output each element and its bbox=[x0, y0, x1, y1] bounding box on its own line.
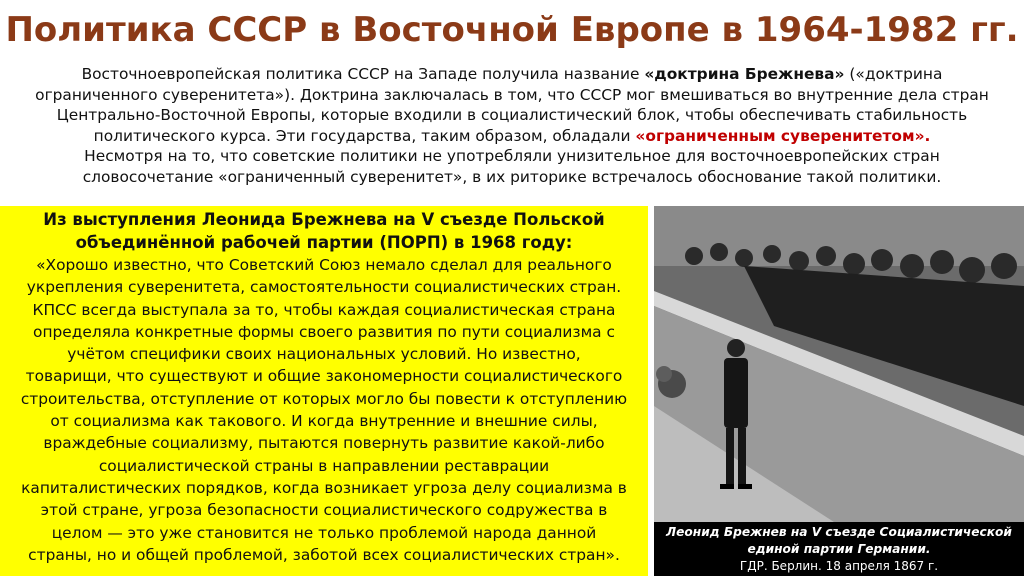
intro-line-6: словосочетание «ограниченный суверенитет», в их риторике встречалось обоснование такой политики. bbox=[82, 167, 942, 186]
quote-heading-line-2: объединённой рабочей партии (ПОРП) в 1968 году: bbox=[75, 233, 573, 252]
quote-line: целом — это уже становится не только проблемой народа данной bbox=[51, 523, 597, 542]
intro-text-fragment: Восточноевропейская политика СССР на Западе получила название bbox=[81, 65, 645, 83]
slide-title: Политика СССР в Восточной Европе в 1964-1982 гг. bbox=[5, 10, 1019, 50]
intro-line-3: Центрально-Восточной Европы, которые входили в социалистический блок, чтобы обеспечивать стабильность bbox=[56, 106, 968, 124]
quote-line: «Хорошо известно, что Советский Союз немало сделал для реального bbox=[36, 256, 612, 274]
quote-line: социалистической страны в направлении реставрации bbox=[98, 456, 550, 475]
quote-line: капиталистических порядков, когда возникает угроза делу социализма в bbox=[21, 478, 627, 497]
intro-line-2: ограниченного суверенитета»). Доктрина заключалась в том, что СССР мог вмешиваться во внутренние дела стран bbox=[35, 85, 989, 104]
intro-text bbox=[0, 64, 1024, 187]
quote-line: учётом специфики своих национальных условий. Но известно, bbox=[67, 345, 581, 364]
quote-line: товарищи, что существуют и общие закономерности социалистического bbox=[25, 367, 623, 386]
quote-heading-line-1: Из выступления Леонида Брежнева на V съезде Польской bbox=[43, 210, 605, 229]
caption-line-3: ГДР. Берлин. 18 апреля 1867 г. bbox=[739, 559, 939, 573]
intro-text-fragment: («доктрина bbox=[844, 65, 943, 83]
congress-photo bbox=[654, 206, 1024, 522]
quote-line: враждебные социализму, пытаются повернуть развитие какой-либо bbox=[43, 434, 605, 453]
intro-line-5: Несмотря на то, что советские политики не употребляли унизительное для восточноевропейских стран bbox=[84, 147, 940, 165]
intro-text-fragment: политического курса. Эти государства, таким образом, обладали bbox=[93, 126, 636, 145]
congress-photo-illustration bbox=[654, 206, 1024, 522]
caption-line-2: единой партии Германии. bbox=[747, 542, 931, 556]
quote-line: от социализма как такового. И когда внутренние и внешние силы, bbox=[50, 412, 598, 431]
brezhnev-quote-box bbox=[0, 206, 648, 576]
intro-line-1 bbox=[0, 64, 1024, 85]
quote-line: этой стране, угроза безопасности социалистического содружества в bbox=[40, 501, 608, 520]
quote-line: страны, но и общей проблемой, заботой всех социалистических стран». bbox=[28, 545, 620, 564]
photo-caption bbox=[654, 522, 1024, 576]
quote-line: укрепления суверенитета, самостоятельности социалистических стран. bbox=[26, 278, 622, 297]
quote-line: строительства, отступление от которых могло бы повести к отступлению bbox=[20, 389, 628, 408]
brezhnev-doctrine-term: «доктрина Брежнева» bbox=[644, 65, 845, 83]
quote-line: КПСС всегда выступала за то, чтобы каждая социалистическая страна bbox=[32, 300, 616, 319]
quote-line: определяла конкретные формы своего развития по пути социализма с bbox=[33, 322, 615, 341]
caption-line-1: Леонид Брежнев на V съезде Социалистической bbox=[666, 525, 1012, 539]
limited-sovereignty-term: «ограниченным суверенитетом». bbox=[635, 126, 931, 145]
intro-line-4 bbox=[0, 126, 1024, 147]
